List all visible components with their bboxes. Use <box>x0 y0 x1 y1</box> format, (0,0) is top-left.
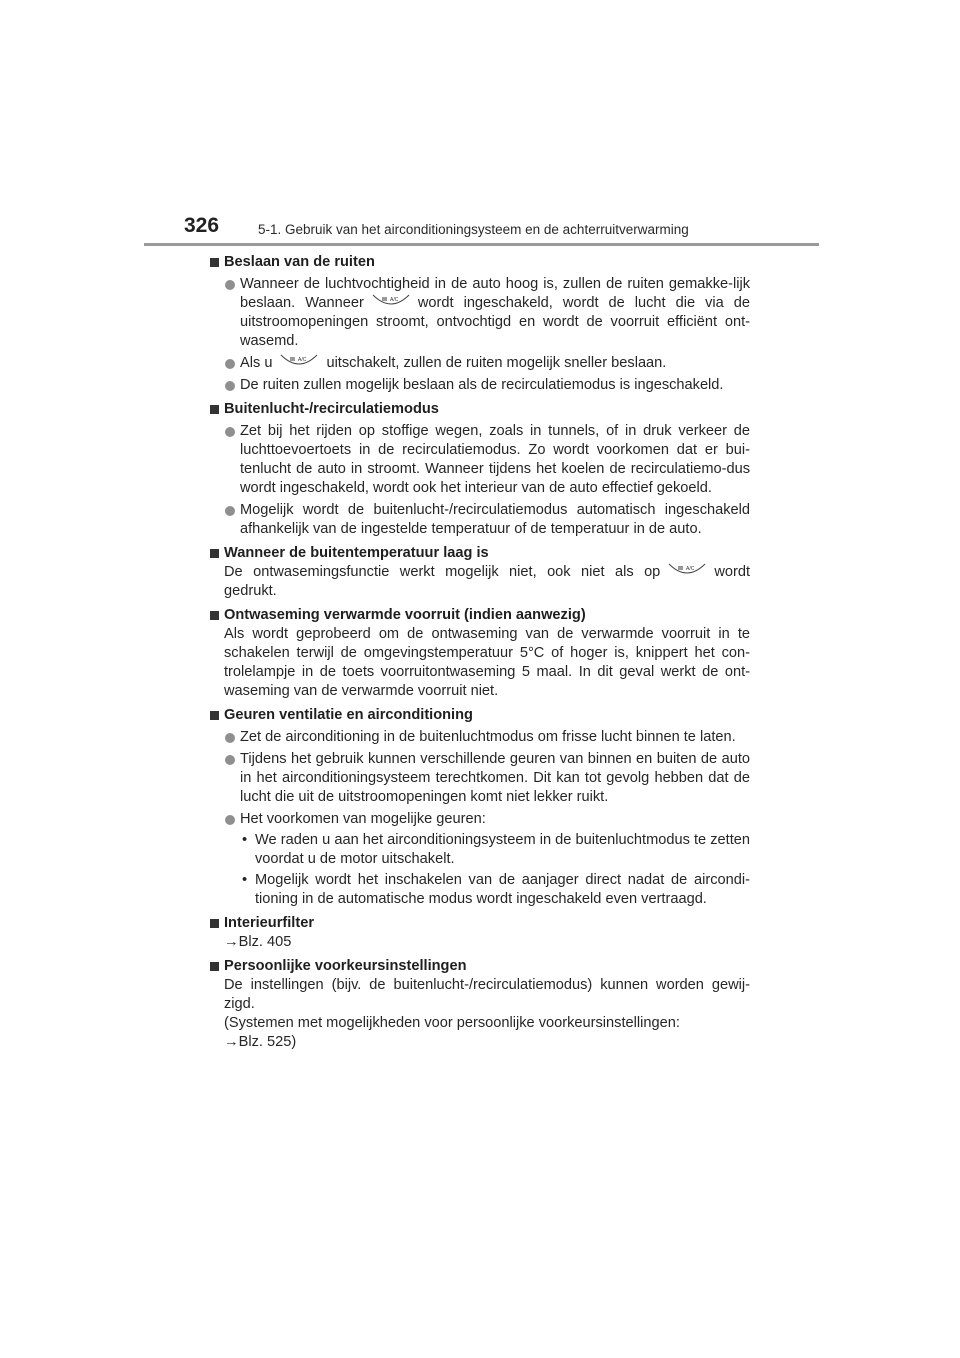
round-bullet-icon <box>225 359 235 369</box>
page-reference: →Blz. 405 <box>224 934 292 950</box>
round-bullet-icon <box>225 280 235 290</box>
section-heated-windshield <box>209 606 750 701</box>
ac-button-icon <box>280 354 318 371</box>
section-heading: Buitenlucht-/recirculatiemodus <box>209 400 750 419</box>
bullet-item: Als u A/C uitschakelt, zullen de ruiten mogelijk sneller beslaan. <box>209 354 750 373</box>
section-window-fogging <box>209 253 750 395</box>
section-text: (Systemen met mogelijkheden voor persoonlijke voorkeursinstellingen: <box>224 1015 680 1031</box>
round-bullet-icon <box>225 755 235 765</box>
section-text: Als wordt geprobeerd om de ontwaseming van de verwarmde voorruit in te schakelen terwijl de omgevingstemperatuur 5°C of hoger is, knippert het con-trolelampje in de toets voorruitontwaseming 5 maal. In dit geval werkt de ont-waseming van de verwarmde voorruit niet. <box>224 626 750 699</box>
section-heading: Interieurfilter <box>209 914 750 933</box>
bullet-item: De ruiten zullen mogelijk beslaan als de recirculatiemodus is ingeschakeld. <box>209 376 750 395</box>
square-bullet-icon <box>210 405 219 414</box>
section-text: De instellingen (bijv. de buitenlucht-/recirculatiemodus) kunnen worden gewij-zigd. <box>224 977 750 1012</box>
bullet-item: Zet de airconditioning in de buitenluchtmodus om frisse lucht binnen te laten. <box>209 728 750 747</box>
section-heading: Persoonlijke voorkeursinstellingen <box>209 957 750 976</box>
sub-bullet-item: • Mogelijk wordt het inschakelen van de aanjager direct nadat de aircondi-tioning in de automatische modus wordt ingeschakeld even vertraagd. <box>242 872 750 907</box>
square-bullet-icon <box>210 919 219 928</box>
section-heading: Wanneer de buitentemperatuur laag is <box>209 544 750 563</box>
svg-text:A/C: A/C <box>298 357 307 363</box>
section-heading: Geuren ventilatie en airconditioning <box>209 706 750 725</box>
bullet-item: Het voorkomen van mogelijke geuren: <box>209 810 750 829</box>
section-text: De ontwasemingsfunctie werkt mogelijk niet, ook niet als op A/C wordt gedrukt. <box>224 564 750 599</box>
section-interior-filter <box>209 914 750 952</box>
square-bullet-icon <box>210 611 219 620</box>
page-content <box>209 253 750 1057</box>
ac-button-icon <box>372 294 410 311</box>
bullet-item: Mogelijk wordt de buitenlucht-/recirculatiemodus automatisch ingeschakeld afhankelijk van de ingestelde temperatuur of de temperatuur in de auto. <box>209 501 750 539</box>
svg-text:A/C: A/C <box>389 297 399 303</box>
sub-bullet-marker: • <box>242 872 248 888</box>
square-bullet-icon <box>210 711 219 720</box>
page-number: 326 <box>184 214 220 237</box>
section-ventilation-odors <box>209 706 750 909</box>
bullet-item: Wanneer de luchtvochtigheid in de auto hoog is, zullen de ruiten gemakke-lijk beslaan. Wanneer A/C wordt ingeschakeld, wordt de lucht die via de uitstroomopeningen stroomt, ontvochtigd en wordt de voorruit efficiënt ont-wasemd. <box>209 275 750 351</box>
round-bullet-icon <box>225 381 235 391</box>
square-bullet-icon <box>210 962 219 971</box>
ac-button-icon <box>668 563 706 580</box>
sub-bullet-item: • We raden u aan het airconditioningsysteem in de buitenluchtmodus te zetten voordat u de motor uitschakelt. <box>242 832 750 867</box>
round-bullet-icon <box>225 427 235 437</box>
round-bullet-icon <box>225 733 235 743</box>
section-heading: Ontwaseming verwarmde voorruit (indien aanwezig) <box>209 606 750 625</box>
section-recirculation <box>209 400 750 539</box>
bullet-item: Tijdens het gebruik kunnen verschillende geuren van binnen en buiten de auto in het airconditioningsysteem terechtkomen. Dit kan tot gevolg hebben dat de lucht die uit de uitstroomopeningen komt niet lekker ruikt. <box>209 750 750 807</box>
chapter-title: 5-1. Gebruik van het airconditioningsysteem en de achterruitverwarming <box>258 222 689 237</box>
svg-text:A/C: A/C <box>686 566 695 572</box>
section-low-outside-temperature <box>209 544 750 601</box>
page-reference: →Blz. 525) <box>224 1034 297 1050</box>
header-rule <box>144 243 819 246</box>
round-bullet-icon <box>225 506 235 516</box>
square-bullet-icon <box>210 258 219 267</box>
bullet-item: Zet bij het rijden op stoffige wegen, zoals in tunnels, of in druk verkeer de luchttoevoertoets in de recirculatiemodus. Zo wordt voorkomen dat er bui-tenlucht de auto in stroomt. Wanneer tijdens het koelen de recirculatiemo-dus wordt ingeschakeld, wordt ook het interieur van de auto effectief gekoeld. <box>209 422 750 498</box>
section-personal-preferences <box>209 957 750 1052</box>
square-bullet-icon <box>210 549 219 558</box>
sub-bullet-marker: • <box>242 832 248 848</box>
section-heading: Beslaan van de ruiten <box>209 253 750 272</box>
round-bullet-icon <box>225 815 235 825</box>
